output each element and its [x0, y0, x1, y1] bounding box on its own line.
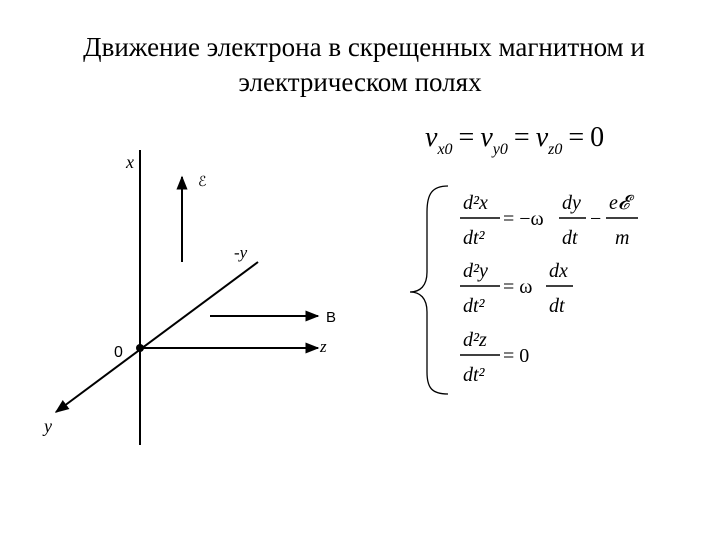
origin-label: 0 — [114, 344, 123, 361]
equation-2 — [460, 260, 573, 317]
eq2-equals-omega: = ω — [503, 276, 533, 298]
system-brace — [410, 186, 448, 394]
equation-3 — [460, 329, 529, 386]
subscript-x0: x0 — [437, 141, 453, 158]
equals-2: = — [513, 122, 530, 153]
subscript-y0: y0 — [492, 141, 508, 158]
eq1-minus: − — [590, 208, 602, 230]
v-symbol-1: v — [425, 122, 438, 153]
eq1-mid-denominator: dt — [562, 227, 578, 249]
eq2-rhs-numerator: dx — [549, 260, 568, 282]
eq1-equals-omega: = −ω — [503, 208, 544, 230]
v-symbol-3: v — [535, 122, 549, 153]
y-axis-label: y — [44, 416, 52, 436]
svg-text:vx0=vy0=vz0=0 — [425, 122, 604, 158]
v-symbol-2: v — [480, 122, 493, 153]
eq2-lhs-denominator: dt² — [463, 295, 485, 317]
initial-condition-equation — [425, 122, 604, 158]
eq1-rhs-numerator: e𝓔 — [609, 192, 630, 214]
equation-1 — [460, 192, 638, 249]
eq3-equals-zero: = 0 — [503, 345, 530, 367]
eq1-rhs-denominator: m — [615, 227, 630, 249]
title-line-2: электрическом полях — [238, 67, 482, 97]
eq1-lhs-denominator: dt² — [463, 227, 485, 249]
electric-field-icon: ℰ — [198, 175, 207, 190]
eq3-lhs-denominator: dt² — [463, 364, 485, 386]
neg-y-axis-label: -y — [234, 243, 248, 262]
eq3-lhs-numerator: d²z — [463, 329, 487, 351]
eq1-mid-numerator: dy — [562, 192, 581, 214]
y-axis — [56, 262, 258, 412]
z-axis-label: z — [320, 337, 327, 356]
title-line-1: Движение электрона в скрещенных магнитном и — [83, 32, 645, 62]
eq2-lhs-numerator: d²y — [463, 260, 488, 282]
origin-dot — [136, 344, 144, 352]
eq1-lhs-numerator: d²x — [463, 192, 488, 214]
eq2-rhs-denominator: dt — [549, 295, 565, 317]
subscript-z0: z0 — [548, 141, 563, 158]
zero-value: 0 — [590, 122, 605, 153]
equals-1: = — [458, 122, 475, 153]
magnetic-field-label: B — [326, 309, 337, 326]
equals-3: = — [568, 122, 585, 153]
x-axis-label: x — [126, 152, 134, 172]
